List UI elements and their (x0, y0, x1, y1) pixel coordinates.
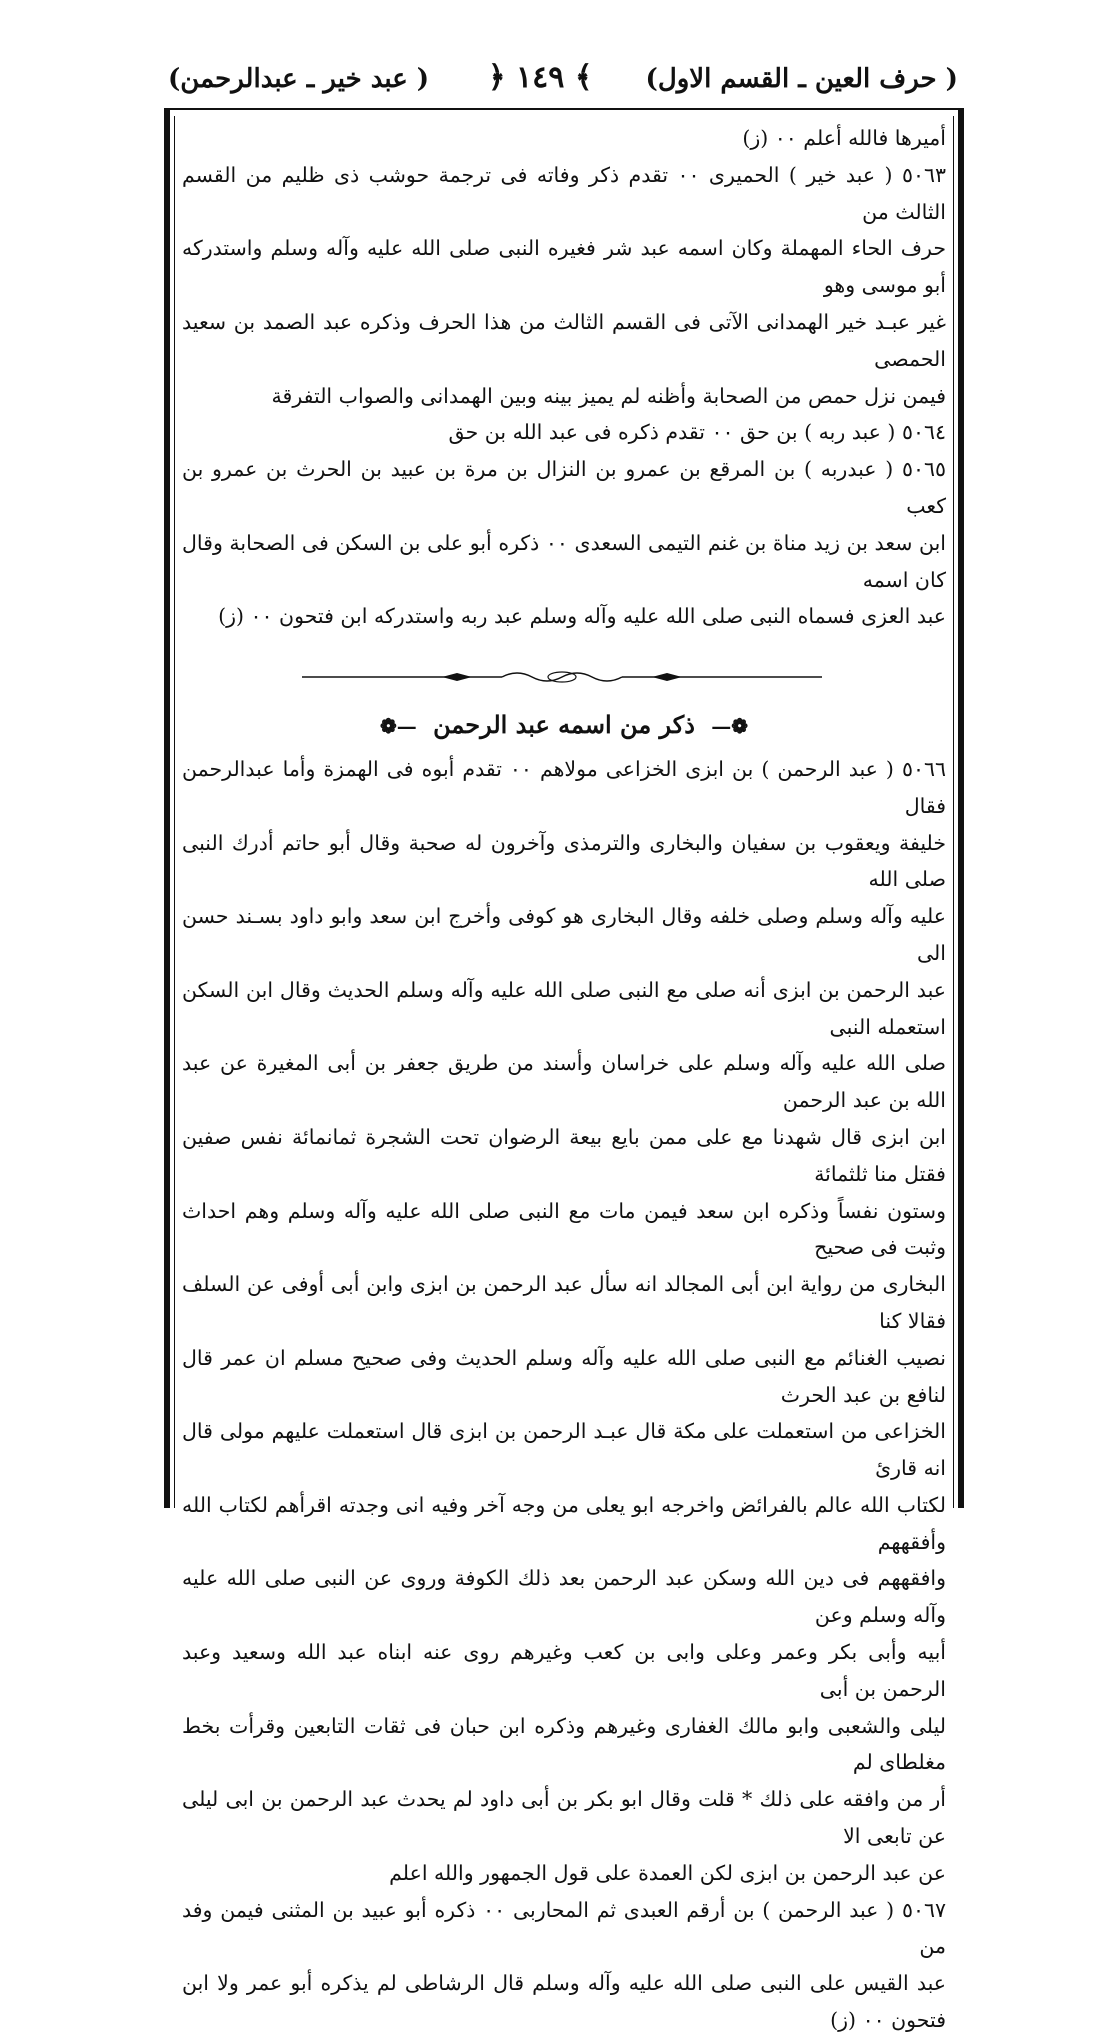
text-line: البخارى من رواية ابن أبى المجالد انه سأل عبد الرحمن بن ابزى وابن أبى أوفى عن السلف فقالا كنا (182, 1272, 946, 1333)
text-line: عليه وآله وسلم وصلى خلفه وقال البخارى هو كوفى وأخرج ابن سعد وابو داود بسـند حسن الى (182, 904, 946, 965)
text-line: فيمن نزل حمص من الصحابة وأظنه لم يميز بينه وبين الهمدانى والصواب التفرقة (271, 383, 946, 408)
header-entry-range: ( عبد خير ـ عبدالرحمن) (168, 64, 430, 94)
text-line: ٥٠٦٧ ( عبد الرحمن ) بن أرقم العبدى ثم المحاربى ٠٠ ذكره أبو عبيد بن المثنى فيمن وفد من (182, 1897, 946, 1959)
text-line: حرف الحاء المهملة وكان اسمه عبد شر فغيره النبى صلى الله عليه وآله وسلم واستدركه أبو موسى وهو (182, 236, 946, 298)
text-line: أميرها فالله أعلم ٠٠ (ز) (742, 126, 946, 150)
text-line: عن عبد الرحمن بن ابزى لكن العمدة على قول الجمهور والله اعلم (389, 1860, 946, 1885)
text-line: خليفة ويعقوب بن سفيان والبخارى والترمذى وآخرون له صحبة وقال أبو حاتم أدرك النبى صلى الله (182, 830, 946, 892)
page-header (168, 58, 958, 110)
heading-ornament-icon: —❁ (379, 714, 417, 739)
text-line: عبد القيس على النبى صلى الله عليه وآله وسلم قال الرشاطى لم يذكره أبو عمر ولا ابن فتحون ٠٠ (ز) (182, 1971, 946, 2033)
text-line: غير عبـد خير الهمدانى الآتى فى القسم الثالث من هذا الحرف وذكره عبد الصمد بن سعيد الحمصى (182, 309, 946, 371)
text-line: نصيب الغنائم مع النبى صلى الله عليه وآله وسلم الحديث وفى صحيح مسلم ان عمر قال لنافع بن عبد الحرث (182, 1345, 946, 1407)
text-line: ٥٠٦٤ ( عبد ربه ) بن حق ٠٠ تقدم ذكره فى عبد الله بن حق (448, 420, 946, 445)
text-line: الخزاعى من استعملت على مكة قال عبـد الرحمن بن ابزى قال استعملت عليهم مولى قال انه قارئ (182, 1419, 946, 1481)
text-line: صلى الله عليه وآله وسلم على خراسان وأسند من طريق جعفر بن أبى المغيرة عن عبد الله بن عبد الرحمن (182, 1051, 946, 1113)
text-line: عبد العزى فسماه النبى صلى الله عليه وآله وسلم عبد ربه واستدركه ابن فتحون ٠٠ (ز) (218, 604, 946, 629)
heading-ornament-icon: ❁— (711, 714, 749, 739)
text-line: عبد الرحمن بن ابزى أنه صلى مع النبى صلى الله عليه وآله وسلم الحديث وقال ابن السكن استعمله النبى (182, 977, 946, 1039)
text-line: لكتاب الله عالم بالفرائض واخرجه ابو يعلى من وجه آخر وفيه انى وجدته اقرأهم لكتاب الله وأفقههم (182, 1492, 946, 1554)
text-line: ليلى والشعبى وابو مالك الغفارى وغيرهم وذكره ابن حبان فى ثقات التابعين وقرأت بخط مغلطاى لم (182, 1713, 946, 1775)
divider-ornament-icon (302, 667, 822, 687)
text-line: وافقههم فى دين الله وسكن عبد الرحمن بعد ذلك الكوفة وروى عن النبى صلى الله عليه وآله وسلم وعن (182, 1566, 946, 1628)
text-line: ابن ابزى قال شهدنا مع على ممن بايع بيعة الرضوان تحت الشجرة ثمانمائة نفس صفين فقتل منا ثلثمائة (182, 1124, 946, 1186)
text-line: ٥٠٦٥ ( عبدربه ) بن المرقع بن عمرو بن النزال بن مرة بن عبيد بن الحرث بن عمرو بن كعب (182, 457, 946, 518)
page-body (182, 120, 946, 2039)
section-heading (182, 707, 946, 745)
text-line: أبيه وأبى بكر وعمر وعلى وابى بن كعب وغيرهم روى عنه ابناه عبد الله وسعيد وعبد الرحمن بن أبى (182, 1640, 946, 1701)
text-line: ٥٠٦٣ ( عبد خير ) الحميرى ٠٠ تقدم ذكر وفاته فى ترجمة حوشب ذى ظليم من القسم الثالث من (182, 162, 946, 224)
header-chapter: ( حرف العين ـ القسم الاول) (645, 64, 958, 94)
page-number: ﴿ ١٤٩ ﴾ (488, 60, 593, 95)
section-heading-text: ذكر من اسمه عبد الرحمن (433, 710, 695, 740)
text-line: ٥٠٦٦ ( عبد الرحمن ) بن ابزى الخزاعى مولاهم ٠٠ تقدم أبوه فى الهمزة وأما عبدالرحمن فقال (182, 756, 946, 818)
text-line: أر من وافقه على ذلك * قلت وقال ابو بكر بن أبى داود لم يحدث عبد الرحمن بن ابى ليلى عن تابعى الا (182, 1787, 946, 1849)
text-line: ابن سعد بن زيد مناة بن غنم التيمى السعدى ٠٠ ذكره أبو على بن السكن فى الصحابة وقال كان اسمه (182, 530, 946, 592)
text-line: وستون نفساً وذكره ابن سعد فيمن مات مع النبى صلى الله عليه وآله وسلم وهم احداث وثبت فى صحيح (182, 1198, 946, 1260)
ornamental-divider (182, 653, 946, 697)
